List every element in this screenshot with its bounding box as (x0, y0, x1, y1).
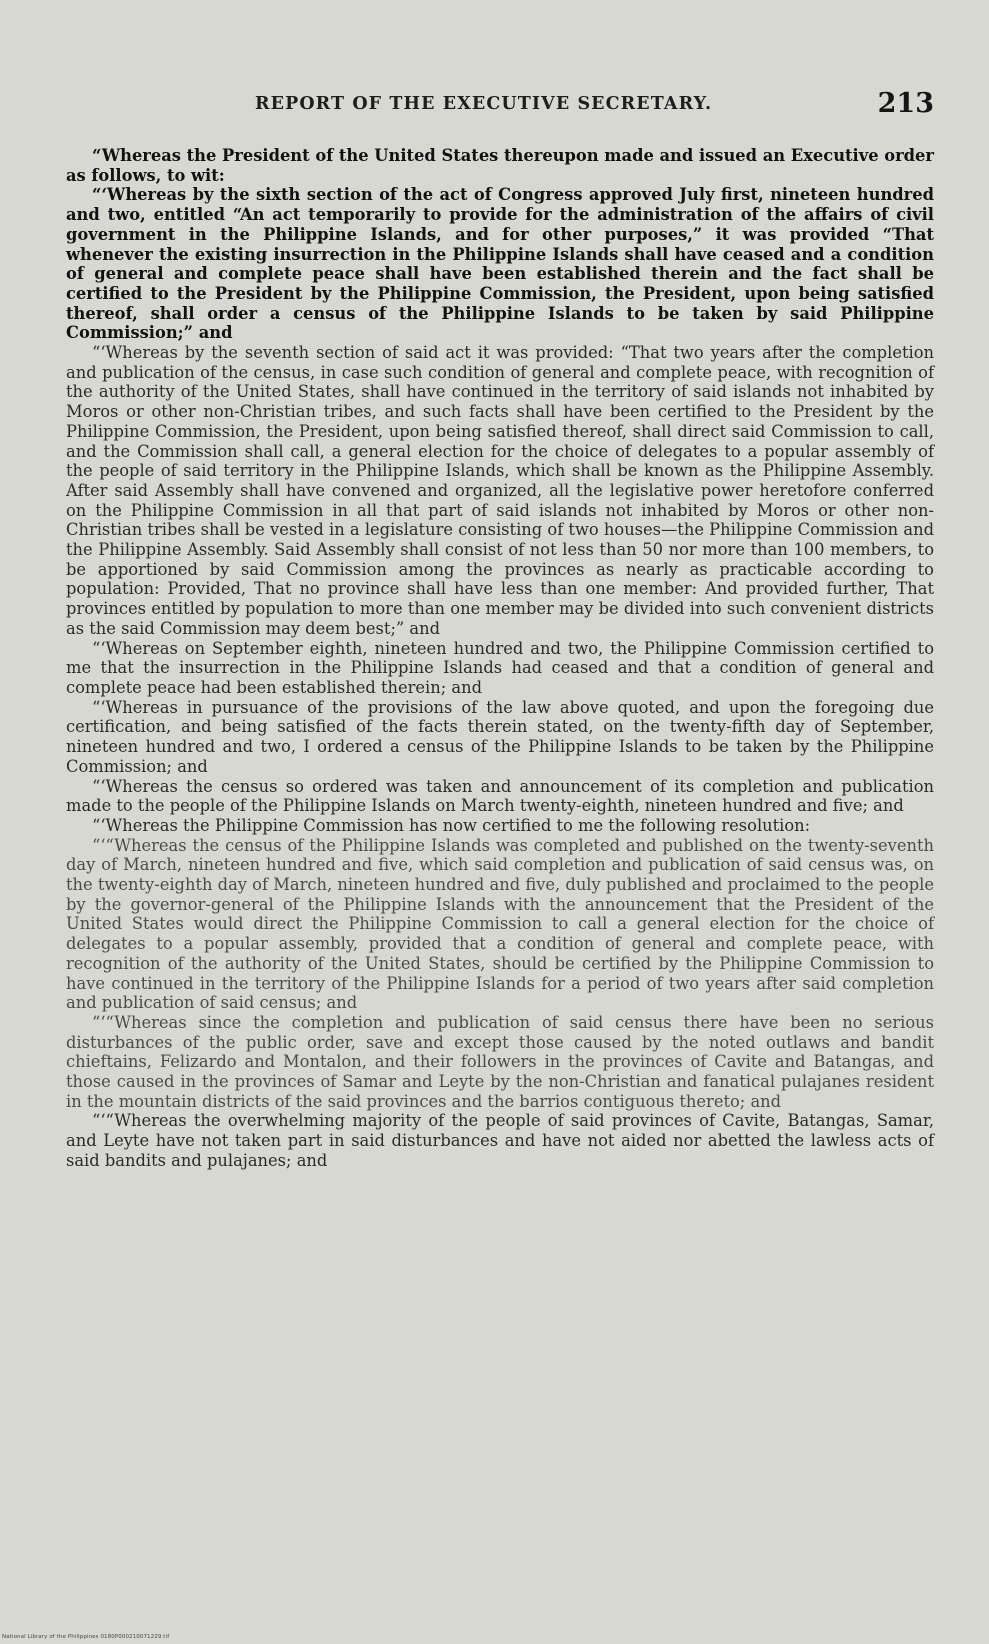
running-header (60, 88, 934, 124)
paragraph-2: “‘Whereas by the sixth section of the act of Congress approved July first, nineteen hundred and two, entitled “An act temporarily to provide for the administration of the affairs of civil government in the Philippine Islands, and for other purposes,” it was provided “That whenever the existing insurrection in the Philippine Islands shall have ceased and a condition of general and complete peace shall have been established therein and the fact shall be certified to the President by the Philippine Commission, the President, upon being satisfied thereof, shall order a census of the Philippine Islands to be taken by said Philippine Commission;” and (66, 185, 934, 343)
paragraph-4: “‘Whereas on September eighth, nineteen hundred and two, the Philippine Commission certified to me that the insurrection in the Philippine Islands had ceased and that a condition of general and complete peace had been established therein; and (66, 638, 934, 697)
scan-credit: National Library of the Philippines 0180P000210071229.tif (2, 1634, 170, 1640)
paragraph-5: “‘Whereas in pursuance of the provisions of the law above quoted, and upon the foregoing due certification, and being satisfied of the facts therein stated, on the twenty-fifth day of September, nineteen hundred and two, I ordered a census of the Philippine Islands to be taken by the Philippine Commission; and (66, 697, 934, 776)
paragraph-9: “‘“Whereas since the completion and publication of said census there have been no serious disturbances of the public order, save and except those caused by the noted outlaws and bandit chieftains, Felizardo and Montalon, and their followers in the provinces of Cavite and Batangas, and those caused in the provinces of Samar and Leyte by the non-Christian and fanatical pulajanes resident in the mountain districts of the said provinces and the barrios contiguous thereto; and (66, 1012, 934, 1111)
page-number: 213 (877, 88, 934, 119)
paragraph-6: “‘Whereas the census so ordered was taken and announcement of its completion and publication made to the people of the Philippine Islands on March twenty-eighth, nineteen hundred and five; and (66, 776, 934, 816)
header-title: REPORT OF THE EXECUTIVE SECRETARY. (255, 94, 713, 114)
paragraph-10: “‘“Whereas the overwhelming majority of the people of said provinces of Cavite, Batangas, Samar, and Leyte have not taken part in said disturbances and have not aided nor abetted the lawless acts of said bandits and pulajanes; and (66, 1111, 934, 1170)
paragraph-1: “Whereas the President of the United States thereupon made and issued an Executive order as follows, to wit: (66, 146, 934, 185)
paragraph-3: “‘Whereas by the seventh section of said act it was provided: “That two years after the completion and publication of the census, in case such condition of general and complete peace, with recognition of the authority of the United States, shall have continued in the territory of said islands not inhabited by Moros or other non-Christian tribes, and such facts shall have been certified to the President by the Philippine Commission, the President, upon being satisfied thereof, shall direct said Commission to call, and the Commission shall call, a general election for the choice of delegates to a popular assembly of the people of said territory in the Philippine Islands, which shall be known as the Philippine Assembly. After said Assembly shall have convened and organized, all the legislative power heretofore conferred on the Philippine Commission in all that part of said islands not inhabited by Moros or other non-Christian tribes shall be vested in a legislature consisting of two houses—the Philippine Commission and the Philippine Assembly. Said Assembly shall consist of not less than 50 nor more than 100 members, to be apportioned by said Commission among the provinces as nearly as practicable according to population: Provided, That no province shall have less than one member: And provided further, That provinces entitled by population to more than one member may be divided into such convenient districts as the said Commission may deem best;” and (66, 343, 934, 638)
paragraph-8: “‘“Whereas the census of the Philippine Islands was completed and published on the twenty-seventh day of March, nineteen hundred and five, which said completion and publication of said census was, on the twenty-eighth day of March, nineteen hundred and five, duly published and proclaimed to the people by the governor-general of the Philippine Islands with the announcement that the President of the United States would direct the Philippine Commission to call a general election for the choice of delegates to a popular assembly, provided that a condition of general and complete peace, with recognition of the authority of the United States, should be certified by the Philippine Commission to have continued in the territory of the Philippine Islands for a period of two years after said completion and publication of said census; and (66, 835, 934, 1013)
body-text (66, 146, 934, 1171)
paragraph-7: “‘Whereas the Philippine Commission has now certified to me the following resolution: (92, 815, 811, 835)
